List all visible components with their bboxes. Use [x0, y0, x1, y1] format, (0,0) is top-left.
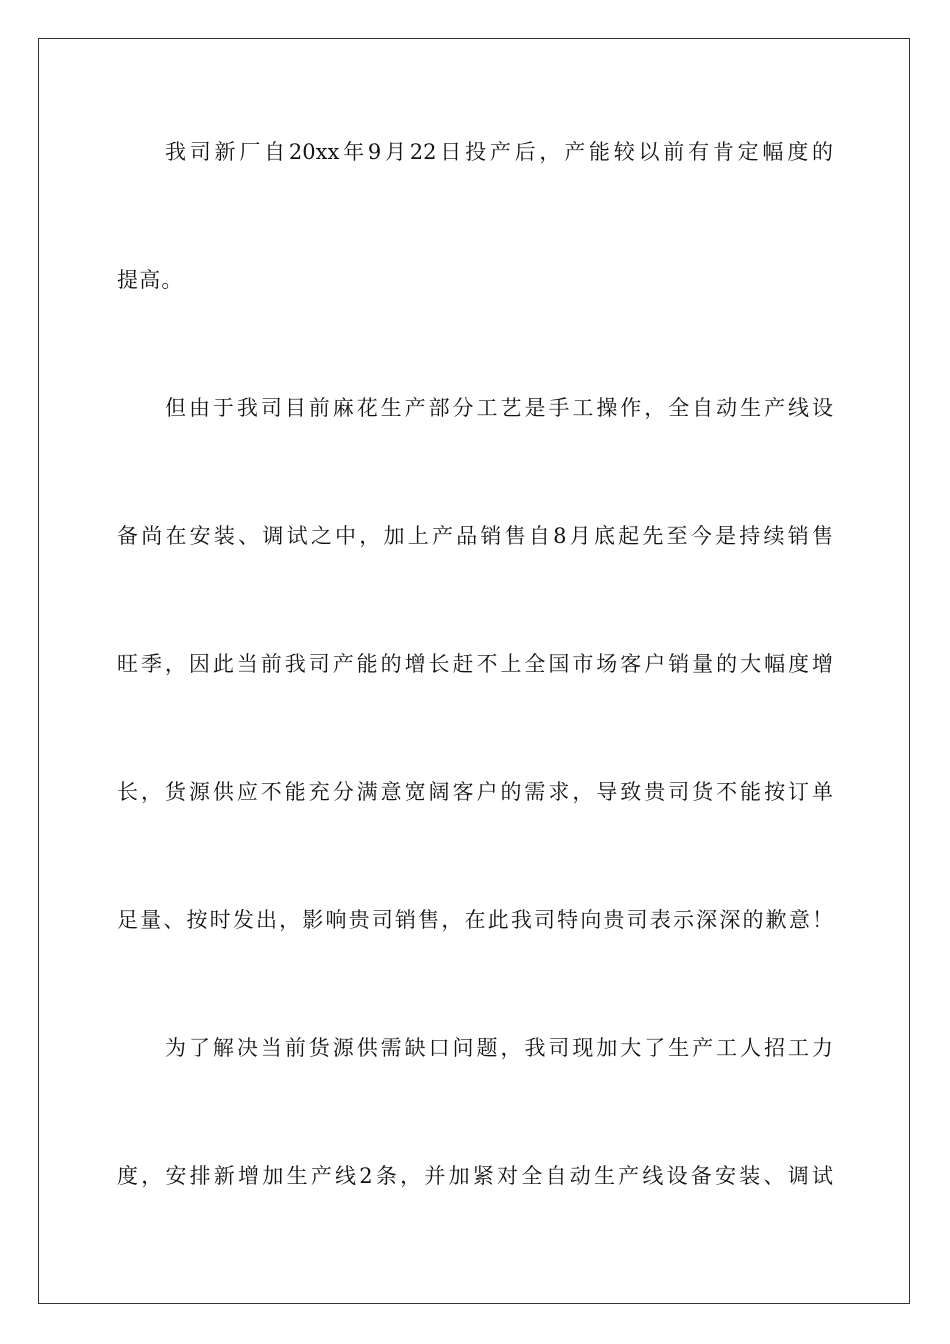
paragraph-2-line-3: 旺季，因此当前我司产能的增长赶不上全国市场客户销量的大幅度增	[117, 652, 833, 676]
paragraph-2-line-1: 但由于我司目前麻花生产部分工艺是手工操作，全自动生产线设	[165, 396, 833, 420]
paragraph-1-line-2: 提高。	[117, 268, 184, 292]
paragraph-3-line-1: 为了解决当前货源供需缺口问题，我司现加大了生产工人招工力	[165, 1036, 833, 1060]
paragraph-3-line-2: 度，安排新增加生产线2条，并加紧对全自动生产线设备安装、调试	[117, 1164, 833, 1188]
paragraph-2-line-5: 足量、按时发出，影响贵司销售，在此我司特向贵司表示深深的歉意！	[117, 908, 833, 932]
paragraph-2-line-4: 长，货源供应不能充分满意宽阔客户的需求，导致贵司货不能按订单	[117, 780, 833, 804]
paragraph-2-line-2: 备尚在安装、调试之中，加上产品销售自8月底起先至今是持续销售	[117, 524, 833, 548]
paragraph-1-line-1: 我司新厂自20xx年9月22日投产后，产能较以前有肯定幅度的	[165, 140, 833, 164]
